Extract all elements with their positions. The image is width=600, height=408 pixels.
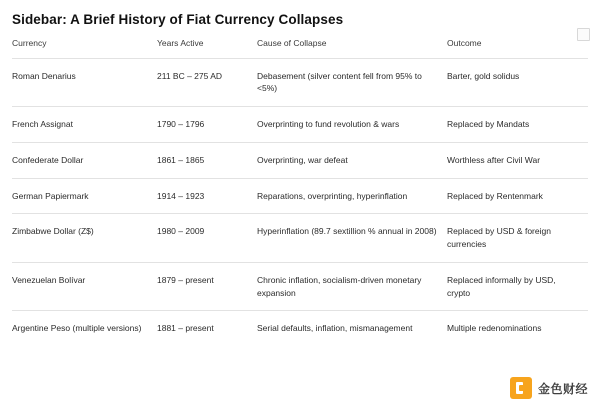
cell-years: 1879 – present — [157, 262, 257, 311]
table-row — [12, 58, 588, 107]
cell-years: 1790 – 1796 — [157, 107, 257, 143]
cell-outcome: Barter, gold solidus — [447, 58, 588, 107]
cell-outcome: Replaced by Mandats — [447, 107, 588, 143]
column-header-outcome: Outcome — [447, 38, 482, 49]
cell-currency: Roman Denarius — [12, 58, 157, 107]
cell-years: 1914 – 1923 — [157, 178, 257, 214]
table-row — [12, 214, 588, 263]
column-header-years-active: Years Active — [157, 38, 204, 49]
cell-outcome: Multiple redenominations — [447, 311, 588, 346]
column-header-currency: Currency — [12, 38, 47, 49]
cell-years: 1881 – present — [157, 311, 257, 346]
cell-outcome: Replaced informally by USD, crypto — [447, 262, 588, 311]
cell-currency: Zimbabwe Dollar (Z$) — [12, 214, 157, 263]
cell-cause: Overprinting to fund revolution & wars — [257, 107, 447, 143]
cell-currency: Venezuelan Bolívar — [12, 262, 157, 311]
brand-logo-icon — [510, 377, 532, 399]
cell-outcome: Worthless after Civil War — [447, 142, 588, 178]
cell-cause: Chronic inflation, socialism-driven monetary expansion — [257, 262, 447, 311]
column-header-cause: Cause of Collapse — [257, 38, 327, 49]
page-title: Sidebar: A Brief History of Fiat Currency Collapses — [12, 12, 344, 27]
cell-outcome: Replaced by Rentenmark — [447, 178, 588, 214]
table-row — [12, 107, 588, 143]
corner-marker-icon — [577, 28, 590, 41]
cell-currency: Confederate Dollar — [12, 142, 157, 178]
cell-currency: French Assignat — [12, 107, 157, 143]
table-header-row — [12, 38, 588, 58]
table-row — [12, 142, 588, 178]
cell-cause: Hyperinflation (89.7 sextillion % annual in 2008) — [257, 214, 447, 263]
cell-cause: Serial defaults, inflation, mismanagement — [257, 311, 447, 346]
watermark-label: 金色财经 — [537, 381, 588, 396]
cell-currency: Argentine Peso (multiple versions) — [12, 311, 157, 346]
watermark — [510, 377, 588, 399]
table-row — [12, 311, 588, 346]
table-row — [12, 178, 588, 214]
cell-years: 211 BC – 275 AD — [157, 58, 257, 107]
cell-outcome: Replaced by USD & foreign currencies — [447, 214, 588, 263]
cell-cause: Overprinting, war defeat — [257, 142, 447, 178]
fiat-collapse-table — [12, 38, 588, 346]
table-row — [12, 262, 588, 311]
cell-cause: Debasement (silver content fell from 95% to <5%) — [257, 58, 447, 107]
cell-currency: German Papiermark — [12, 178, 157, 214]
cell-cause: Reparations, overprinting, hyperinflation — [257, 178, 447, 214]
cell-years: 1861 – 1865 — [157, 142, 257, 178]
cell-years: 1980 – 2009 — [157, 214, 257, 263]
